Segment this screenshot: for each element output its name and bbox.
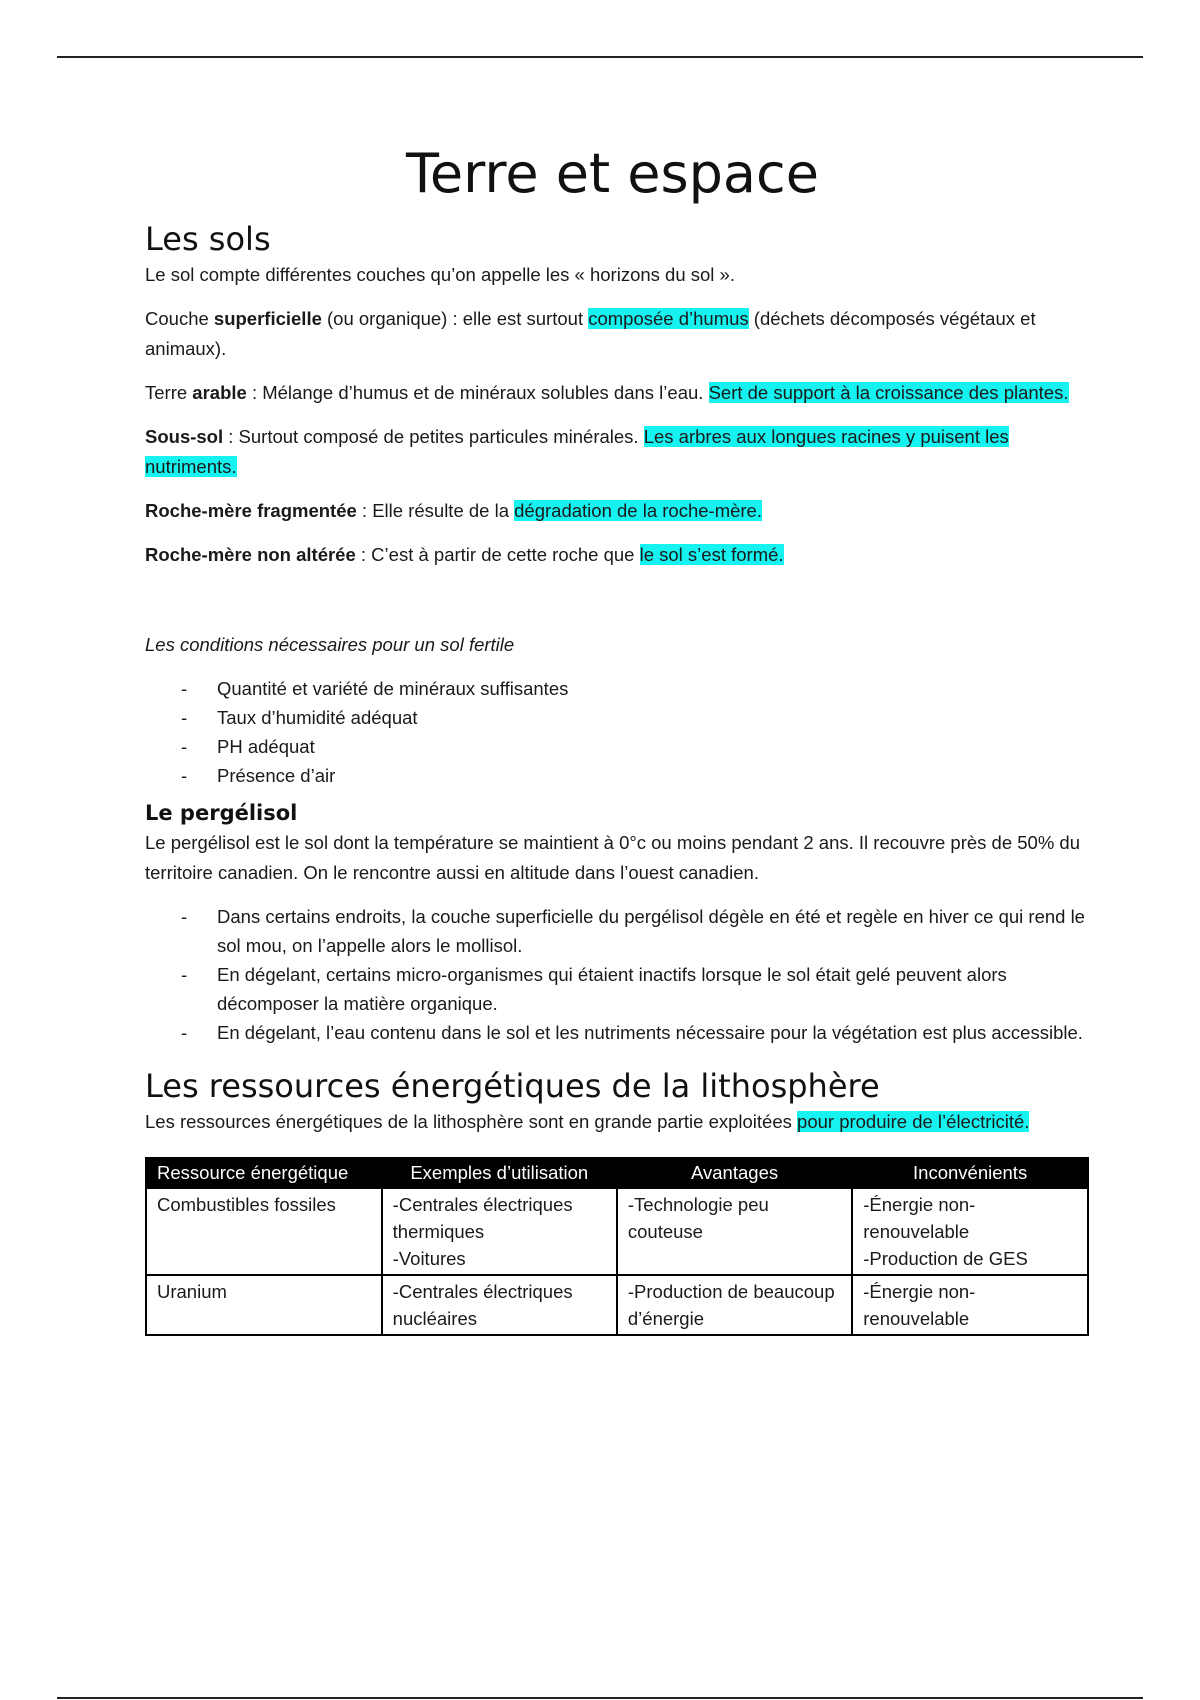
list-item: - Quantité et variété de minéraux suffisantes [181,678,569,699]
highlight: composée d’humus [588,308,749,329]
highlight: Sert de support à la croissance des plantes. [708,382,1069,403]
sols-intro: Le sol compte différentes couches qu’on appelle les « horizons du sol ». [145,264,735,285]
ressources-intro: Les ressources énergétiques de la lithosphère sont en grande partie exploitées pour produire de l’électricité. [145,1111,1030,1132]
list-item: - En dégelant, l’eau contenu dans le sol et les nutriments nécessaire pour la végétation est plus accessible. [181,1022,1083,1043]
table-header-row [146,1158,1088,1188]
pergelisol-text: Le pergélisol est le sol dont la température se maintient à 0°c ou moins pendant 2 ans. Il recouvre près de 50% du territoire canadien. On le rencontre aussi en altitude dans l’ouest canadien. [145,832,1080,883]
bottom-rule [57,1697,1143,1699]
table-cell: -Énergie non-renouvelable [852,1275,1088,1335]
paragraph-sous-sol: Sous-sol : Surtout composé de petites particules minérales. Les arbres aux longues racines y puisent les nutriments. [145,426,1009,477]
pergelisol-list [145,902,1090,1047]
section-heading-pergelisol: Le pergélisol [145,801,298,825]
table-header: Exemples d’utilisation [382,1158,617,1188]
table-cell: -Centrales électriques thermiques -Voitures [382,1188,617,1275]
table-cell: -Énergie non-renouvelable -Production de GES [852,1188,1088,1275]
list-item: - Dans certains endroits, la couche superficielle du pergélisol dégèle en été et regèle en hiver ce qui rend le sol mou, on l’appelle alors le mollisol. [181,906,1085,956]
conditions-list [145,674,1090,790]
top-rule [57,56,1143,58]
page-title: Terre et espace [406,142,819,205]
section-heading-ressources: Les ressources énergétiques de la lithosphère [145,1067,880,1105]
table-cell: Uranium [146,1275,382,1335]
paragraph-terre-arable: Terre arable : Mélange d’humus et de minéraux solubles dans l’eau. Sert de support à la croissance des plantes. [145,382,1069,403]
list-item: - En dégelant, certains micro-organismes qui étaient inactifs lorsque le sol était gelé peuvent alors décomposer la matière organique. [181,964,1007,1014]
table-cell: -Technologie peu couteuse [617,1188,852,1275]
table-header: Inconvénients [852,1158,1088,1188]
section-heading-sols: Les sols [145,220,271,258]
table-cell: -Centrales électriques nucléaires [382,1275,617,1335]
paragraph-roche-mere-non-alteree: Roche-mère non altérée : C’est à partir de cette roche que le sol s’est formé. [145,544,784,565]
paragraph-roche-mere-fragmentee: Roche-mère fragmentée : Elle résulte de la dégradation de la roche-mère. [145,500,762,521]
table-row [146,1275,1088,1335]
list-item: - PH adéquat [181,736,315,757]
highlight: dégradation de la roche-mère. [514,500,762,521]
highlight: Les arbres aux longues racines y puisent les nutriments. [145,426,1009,477]
table-header: Ressource énergétique [146,1158,382,1188]
table-row [146,1188,1088,1275]
conditions-title: Les conditions nécessaires pour un sol fertile [145,634,515,655]
paragraph-couche-superficielle: Couche superficielle (ou organique) : elle est surtout composée d’humus (déchets décomposés végétaux et animaux). [145,308,1036,359]
document-body [145,140,1090,1336]
energy-resources-table [145,1157,1089,1336]
table-cell: -Production de beaucoup d’énergie [617,1275,852,1335]
table-header: Avantages [617,1158,852,1188]
table-cell: Combustibles fossiles [146,1188,382,1275]
list-item: - Taux d’humidité adéquat [181,707,418,728]
highlight: le sol s’est formé. [639,544,784,565]
list-item: - Présence d’air [181,765,336,786]
highlight: pour produire de l’électricité. [797,1111,1030,1132]
